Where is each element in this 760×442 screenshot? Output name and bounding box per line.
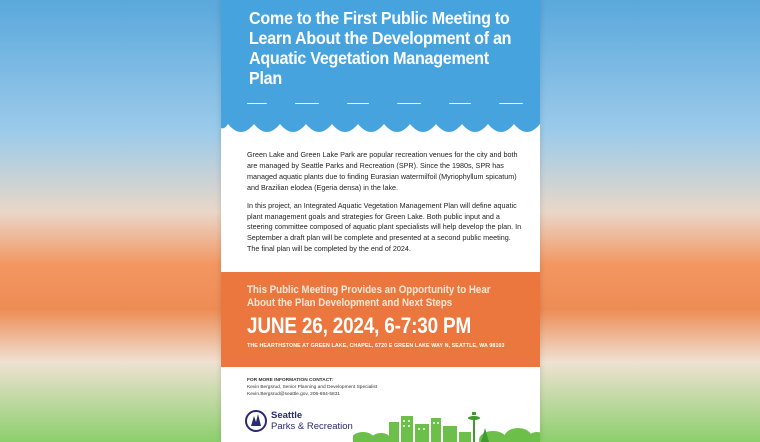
flyer-title: Come to the First Public Meeting to Learn About the Development of an Aquatic Vegetation Management Plan <box>249 8 512 88</box>
paragraph-project: In this project, an Integrated Aquatic Vegetation Management Plan will define aquatic plant management goals and strategies for Green Lake. Both public input and a steering committee composed of aquatic plant specialists will help develop the plan. In September a draft plan will be complete and presented at a second public meeting. The final plan will be completed by the end of 2024. <box>247 200 522 254</box>
meeting-location: THE HEARTHSTONE AT GREEN LAKE, CHAPEL, 6720 E GREEN LAKE WAY N, SEATTLE, WA 98103 <box>247 343 505 349</box>
city-skyline-illustration <box>353 410 540 442</box>
contact-email-phone: Kevin.Bergsrud@seattle.gov, 206-684-5831 <box>247 392 341 398</box>
meeting-date: JUNE 26, 2024, 6-7:30 PM <box>247 313 472 338</box>
seattle-parks-logo <box>245 408 353 434</box>
meeting-banner <box>221 272 540 367</box>
meeting-subtitle: This Public Meeting Provides an Opportunity to Hear About the Plan Development and Next Steps <box>247 284 491 309</box>
background-blur-left <box>0 0 221 442</box>
logo-line-2: Parks & Recreation <box>271 420 353 432</box>
logo-line-1: Seattle <box>271 409 303 421</box>
contact-info <box>247 377 377 399</box>
contact-heading: FOR MORE INFORMATION CONTACT: <box>247 378 334 383</box>
contact-name: Kevin Bergsrud, Senior Planning and Development Specialist <box>247 385 378 391</box>
meeting-flyer <box>221 0 540 442</box>
background-blur-right <box>539 0 760 442</box>
paragraph-intro: Green Lake and Green Lake Park are popular recreation venues for the city and both are managed by Seattle Parks and Recreation (SPR). Since the 1980s, SPR has managed aquatic plants due to finding Eurasian watermilfoil (Myriophyllum spicatum) and Brazilian elodea (Egeria densa) in the lake. <box>247 150 518 192</box>
wave-border <box>221 104 540 144</box>
seattle-parks-logo-icon <box>245 408 267 434</box>
